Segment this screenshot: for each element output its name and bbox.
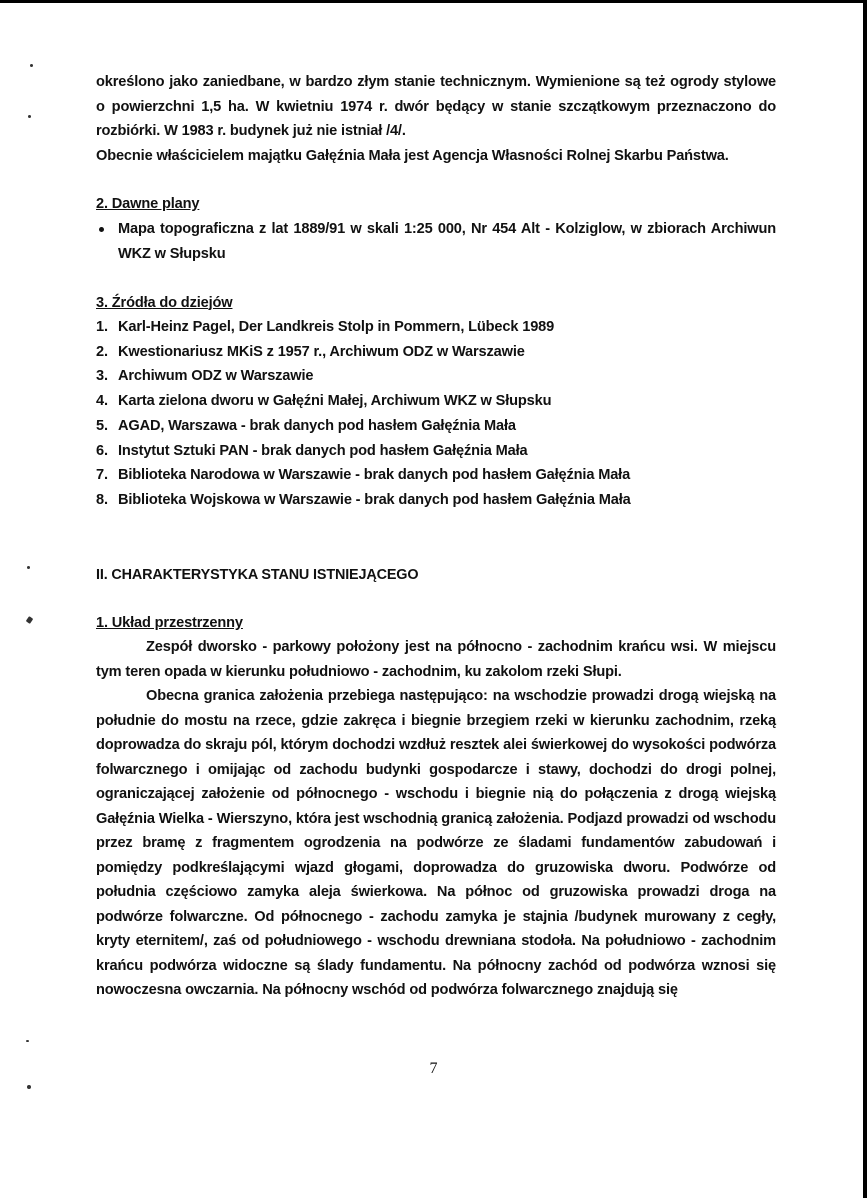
scan-speck xyxy=(27,566,30,569)
section-heading-spatial-layout: 1. Układ przestrzenny xyxy=(96,614,243,631)
page-number: 7 xyxy=(429,1060,438,1077)
list-item: 8. Biblioteka Wojskowa w Warszawie - brak danych pod hasłem Gałęźnia Mała xyxy=(96,491,631,508)
document-body xyxy=(96,70,776,1003)
list-item: 6. Instytut Sztuki PAN - brak danych pod hasłem Gałęźnia Mała xyxy=(96,442,528,459)
list-item: 3. Archiwum ODZ w Warszawie xyxy=(96,368,314,385)
list-item: Mapa topograficzna z lat 1889/91 w skali 1:25 000, Nr 454 Alt - Kolziglow, w zbiorach Archiwun WKZ w Słupsku xyxy=(96,217,776,267)
list-item: 4. Karta zielona dworu w Gałęźni Małej, Archiwum WKZ w Słupsku xyxy=(96,393,552,410)
paragraph-owner: Obecnie właścicielem majątku Gałęźnia Mała jest Agencja Własności Rolnej Skarbu Państwa. xyxy=(96,147,729,164)
section-heading-old-plans: 2. Dawne plany xyxy=(96,196,200,212)
list-item: 7. Biblioteka Narodowa w Warszawie - brak danych pod hasłem Gałęźnia Mała xyxy=(96,467,631,484)
paragraph-boundary: Obecna granica założenia przebiega następująco: na wschodzie prowadzi drogą wiejską na południe do mostu na rzece, gdzie zakręca i biegnie brzegiem rzeki w kierunku zachodnim, rzeką doprowadza do skraju pól, którym dochodzi wzdłuż resztek alei świerkowej do wysokości podwórza folwarcznego i omijając od zachodu budynki gospodarcze i stawy, dochodzi do drogi polnej, ograniczającej założenie od północnego - wschodu i biegnie nią do połączenia z drogą wiejską Gałęźnia Wielka - Wierszyno, która jest wschodnią granicą założenia. Podjazd prowadzi od wschodu przez bramę z fragmentem ogrodzenia na podwórze ze śladami fundamentów zabudowań i pomiędzy podkreślającymi wjazd głogami, doprowadza do gruzowiska dworu. Podwórze od południa częściowo zamyka aleja świerkowa. Na północ od gruzowiska prowadzi droga na podwórze folwarczne. Od północnego - zachodu zamyka je stajnia /budynek murowany z cegły, kryty eternitem/, zaś od południowego - wschodu drewniana stodoła. Na południowo - zachodnim krańcu podwórza widoczne są ślady fundamentu. Na północny zachód od podwórza wznosi się nowoczesna owczarnia. Na północny wschód od podwórza folwarcznego znajdują się xyxy=(96,688,776,999)
paragraph-intro: określono jako zaniedbane, w bardzo złym stanie technicznym. Wymienione są też ogrody stylowe o powierzchni 1,5 ha. W kwietniu 1974 r. dwór będący w stanie szczątkowym przeznaczono do rozbiórki. W 1983 r. budynek już nie istniał /4/. xyxy=(96,74,776,139)
chapter-heading: II. CHARAKTERYSTYKA STANU ISTNIEJĄCEGO xyxy=(96,566,419,583)
list-item: 5. AGAD, Warszawa - brak danych pod hasłem Gałęźnia Mała xyxy=(96,417,516,434)
scan-speck xyxy=(28,115,31,118)
list-item: 1. Karl-Heinz Pagel, Der Landkreis Stolp in Pommern, Lübeck 1989 xyxy=(96,319,555,335)
old-plans-list xyxy=(96,217,776,267)
scan-border-right xyxy=(863,0,867,1198)
scan-speck xyxy=(26,616,34,624)
scan-speck xyxy=(27,1085,31,1089)
list-item: 2. Kwestionariusz MKiS z 1957 r., Archiwum ODZ w Warszawie xyxy=(96,343,525,360)
sources-list xyxy=(96,315,776,513)
section-heading-sources: 3. Źródła do dziejów xyxy=(96,294,233,311)
scan-speck xyxy=(30,64,33,67)
paragraph-location: Zespół dworsko - parkowy położony jest na północno - zachodnim krańcu wsi. W miejscu tym teren opada w kierunku południowo - zachodnim, ku zakolom rzeki Słupi. xyxy=(96,639,776,680)
scan-border-top xyxy=(0,0,867,3)
scan-speck xyxy=(26,1040,29,1042)
